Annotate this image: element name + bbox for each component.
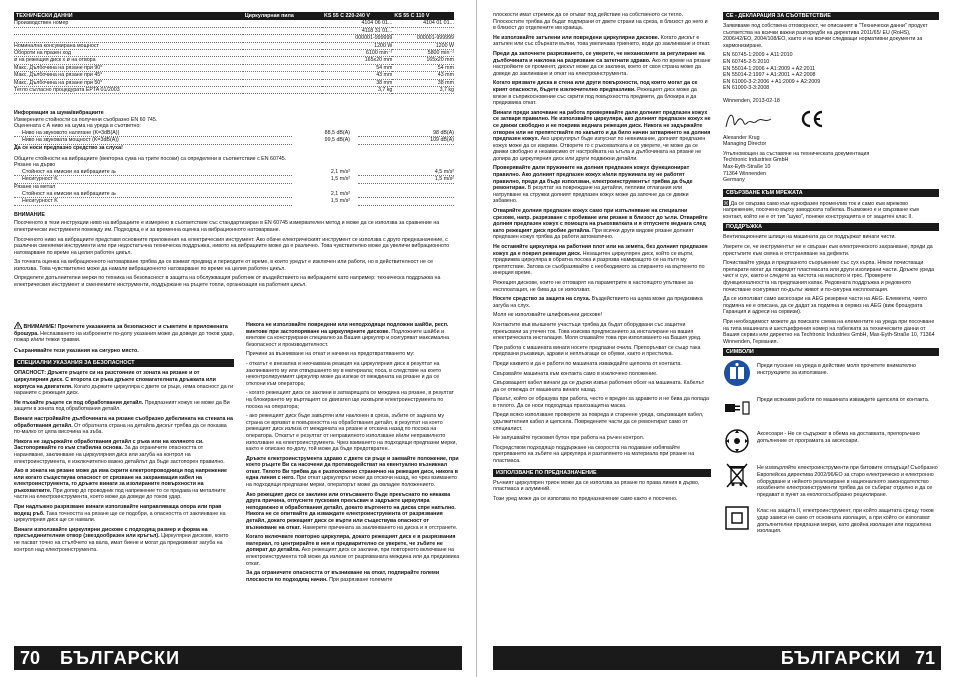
paragraph (246, 351, 460, 358)
noise-line-2: Оценената с А ниво на шума на уреда в съответно: (14, 123, 141, 130)
safety-paragraphs-c (493, 12, 711, 465)
paragraph-text: Ако по време на рязане настройките се променят, дискът може да се заклини, което от своя страна може да доведе до заклинване и откат на електроинструмента. (493, 57, 711, 77)
paragraph-text: Когато държите циркуляра с двете си ръце, няма опасност да ги нараните с режещия диск. (14, 383, 234, 397)
spec-label (14, 35, 243, 42)
paragraph (246, 456, 460, 489)
paragraph (14, 439, 234, 465)
accessory-icon (723, 427, 751, 455)
signature-icon (723, 109, 775, 133)
spec-row (14, 87, 454, 94)
ce-norms-list (723, 52, 939, 92)
paragraph-text: Контактите във външните участъци трябва да бъдат оборудвани със защитни прекъсвачи за утечен ток. Това изисква предписанието за инсталиране на вашия електрическата инсталация. Моля спазвайте това при използването на Вашия уред. (493, 321, 702, 342)
spec-value (392, 27, 454, 34)
noise-line-1: Измерените стойности са получени съобразно EN 60 745. (14, 116, 158, 123)
safety-paragraphs-b (246, 322, 460, 583)
maintenance-p2: Уверете се, че инструментът не е свързан към електрическото захранване, преди да пристъпите към смяна и отстраняване на дефекти. (723, 244, 933, 257)
spec-value: 3,7 kg (322, 87, 392, 94)
symbol-row-unplug: Преди всякакви работи по машината изваждете щепсела от контакта. (723, 393, 939, 421)
weee-bin-icon (723, 461, 751, 489)
paragraph-bold: Отваряйте долния предпазен кожух само при изпълняване на специални срезове, напр. разрязване с пробиване или рязане в близост до ъгли. Отваряйте долния предпазен кожух с помощта на ръкохватката и я отпуснете веднага след като режещият диск пробие детайла. (493, 208, 708, 234)
mains-connection-text: Да се свързва само към еднофазен променлив ток и само към мрежово напрежение, посочено върху заводската табелка. Възможно е и свързване към контакт, който не е от тип "шуко", понеже конструкцията е от защитен клас II. (723, 200, 919, 220)
vibration-intro: Общите стойности на вибрациите (векторна сума на трите посоки) са определени в съответствие с EN 60745. (14, 155, 287, 162)
paragraph (493, 361, 711, 368)
mains-connection-header: СВЪРЗВАНЕ КЪМ МРЕЖАТА (723, 189, 939, 197)
spec-value: 43 mm (392, 72, 454, 79)
paragraph-text: Свързвайте машината към контакта само в изключено положение. (493, 370, 658, 377)
ce-norm: EN 55014-1:2006 + A1:2009 + A2:2011 (723, 65, 816, 72)
spec-row (14, 72, 454, 79)
company-street: Max-Eyth-Straße 10 (723, 163, 771, 170)
left-column-b (246, 322, 460, 642)
symbol-row-class-ii: Клас на защита II, електроинструмент, при който защитата срещу токов удар зависи не само от основната изолация, а при който се използват допълнителни предпазни мерки, като двойна изолация или подсилена изолация. (723, 504, 939, 534)
wood-emission-row: Стойност на емисии на вибрациите aₕ 2,1 m/s² 4,5 m/s² (14, 169, 454, 177)
paragraph-bold: Дръжте електроинструмента здраво с двете си ръце и заемайте положение, при което ръцете Ви са насочени да противодействат на евентуално възникнал откат. Тялото Ви трябва да е разположено странично на режещия диск, никога в една линия с него. (246, 455, 459, 482)
paragraph-text: Не запушвайте пусковия бутон при работа на ръчен контрол. (493, 435, 645, 442)
spec-value: 43 mm (322, 72, 392, 79)
manual-book-icon (723, 359, 751, 387)
paragraph-bold: Когато врязвате диска в стена или други повърхности, под които могат да се крият опасности, бъдете изключително предпазливи. (493, 80, 698, 93)
read-safety-warning: ВНИМАНИЕ! Прочетете указанията за безопасност и съветите в приложената брошура. Неспазването на изброените по-долу указания може да доведе до токов удар, пожар и/или тежки травми. (14, 324, 234, 344)
paragraph (493, 380, 711, 393)
paragraph (246, 322, 460, 348)
paragraph-text: Посредством подходящо поддържане на скоростта на подаване избягвайте прегряването на зъбите на циркуляра и разтапянето на материала при рязане на пластмаса. (493, 444, 695, 465)
spec-spacer (243, 42, 322, 49)
spec-label: Макс. Дълбочина на рязане при 90° (14, 64, 243, 71)
noise-row-power: Ниво на звуковата мощност (K=3dB(A)) 99,5 dB(A) 109 dB(A) (14, 137, 454, 145)
paragraph (246, 361, 460, 387)
ce-norm: EN 61000-3-2:2006 + A1:2009 + A2:2009 (723, 78, 821, 85)
authorized-docs: Упълномощен за съставяне на техническата документация (723, 150, 870, 157)
spec-row (14, 50, 454, 57)
paragraph-bold: Ако режещият диск се заклини или откъсването бъде прекъснато по някаква друга причина, отпуснете пусковия прекъсвач и задръжте циркуляра неподвижно в обработвания детайл, докато въртенето на диска спре напълно. Никога не се опитвайте да изваждате електроинструмента от разрязвания детайл, докато режещият диск се върти или съществува опасност от възникване на откат. (246, 491, 456, 531)
language-label-left: БЪЛГАРСКИ (60, 648, 181, 668)
paragraph (14, 504, 234, 524)
spec-row (14, 42, 454, 49)
spec-value: 165x20 mm (392, 57, 454, 64)
paragraph-text: Ако циркулярът бъде изпуснат по невнимание, долният предпазен кожух може да се изкриви. Отворете го с ръкохватката и се уверете, че може да се движи свободно и независимо от настройката на ъгъла и дълбочината на рязане не допира до циркулярния диск или други подвижни детайли. (493, 136, 706, 162)
signature-row (723, 109, 939, 133)
paragraph (14, 370, 234, 396)
spec-label: Макс. Дълбочина на рязане при 50° (14, 79, 243, 86)
paragraph-text: При допир до проводник под напрежение то се предава на металните части на електроинструмента, което може да доведе до токов удар. (14, 487, 226, 501)
metal-emission-row: Стойност на емисии на вибрациите aₕ 2,1 m/s² (14, 191, 454, 199)
spec-value: 38 mm (392, 79, 454, 86)
paragraph-bold: ОПАСНОСТ: Дръжте ръцете си на разстояние от зоната на рязане и от циркулярния диск. С второта си ръка дръжте спомагателната дръжката или корпуса на двигателя. (14, 370, 216, 390)
spec-row (14, 57, 454, 64)
spec-label: ø на режещия диск х ø на отвора (14, 57, 243, 64)
spec-spacer (243, 50, 322, 57)
ce-mark-icon (799, 110, 825, 128)
maintenance-p4: Да се използват само аксесоари на AEG резервни части на AEG. Елементи, чиято подмяна не е описана, да се дадат за подмяна в сервиз на AEG (виж брошурата Гаранция и адреси на сервизи). (723, 296, 927, 316)
warning-triangle-icon (14, 322, 22, 329)
spec-value: 5800 min⁻¹ (392, 50, 454, 57)
paragraph (14, 416, 234, 436)
page-number-right: 71 (914, 648, 935, 668)
paragraph-bold: Никога не използвайте повредени или неподходящи подложни шайби, респ. винтове при застопоряване на циркулярните дискове. (246, 322, 449, 335)
right-column-d (723, 12, 939, 642)
spec-value: 1200 W (322, 42, 392, 49)
attention-p2: Посоченото ниво на вибрациите представя основните приложения на електрическия инструмент. Ако обаче електрическият инструмент се използва с друго предназначение, с различни сменяеми инструменти или при недостатъчна техническа поддръжка, нивото на вибрациите може да е различно. Това чувствително може да увеличи вибрационното натоварване по време на целия работен цикъл. (14, 236, 450, 256)
paragraph (493, 312, 711, 319)
noise-title: Информация за шума/вибрациите (14, 110, 104, 116)
paragraph (493, 345, 711, 358)
wood-cutting-label: Рязане на дърво (14, 162, 56, 169)
attention-p1: Посоченото в тези инструкции ниво на вибрациите е измерено в съответствие със стандартизиран в EN 60745 измервателен метод и може да се използва за сравнение на електрически инструменти помежду им. Подходящ е и за временна оценка на вибрационното натоварване. (14, 220, 440, 233)
spec-row (14, 35, 454, 42)
maintenance-p3: Почиствайте уреда и предпазното съоръжение със сух кърпа. Някои почистващи препарати могат да повредят пластмасата или други изолирани части. Дръжте уреда чист и сух, както и следете за чистота на маслото и грес. Проверете функционалността на предпазния капак. Редовната поддръжка и редовното почистване осигуряват по-дълъг живот и по-сигурна експлоатация. (723, 260, 935, 293)
paragraph-bold: Никога не задържайте обработвания детайл с ръка или на коляното си. Застопорявайте го към стабилна основа. (14, 438, 204, 452)
spec-header-row (14, 12, 454, 20)
company-city: 71364 Winnenden (723, 170, 766, 177)
spec-row (14, 79, 454, 86)
intended-use-header: ИЗПОЛЗВАНЕ ПО ПРЕДНАЗНАЧЕНИЕ (493, 469, 711, 477)
spec-value: 54 mm (392, 64, 454, 71)
left-column-a (14, 322, 234, 642)
spec-row (14, 64, 454, 71)
spec-spacer (243, 35, 322, 42)
right-page (477, 0, 954, 677)
spec-spacer (243, 57, 322, 64)
metal-cutting-label: Рязане на метал (14, 183, 56, 190)
paragraph-text: Така точността на рязане ще се подобри, а опасността от заклинване на циркулярния диск ще се намали. (14, 510, 226, 524)
paragraph-bold: Не използвайте затъпени или повредени циркулярни дискове. (493, 34, 660, 41)
paragraph-bold: Винаги използвайте циркулярни дискове с подходящ размер и форма на присъединителния отвор (звездообразен или кръгъл). (14, 526, 208, 540)
spec-spacer (243, 79, 322, 86)
spec-label: Номинална консумирана мощност (14, 42, 243, 49)
spec-value: 3,7 kg (392, 87, 454, 94)
noise-vibration-section (14, 110, 454, 292)
paragraph-text: Незащитен циркулярен диск, който се върти, придвижва циркуляра в обратна посока и разрязва намиращото се на пътя му препятствие. Затова се съобразявайте с необходимото за спирането на въртенето по инерция време. (493, 250, 705, 277)
paragraph-bold: Преди да започнете разрязването, се уверете, че механизмите за регулиране на дълбочината и наклона на разрязване са затегнати здраво. (493, 50, 705, 64)
spec-value: 165x20 mm (322, 57, 392, 64)
spec-value: 4118 31 01... (322, 27, 392, 34)
paragraph (493, 280, 711, 293)
ce-declaration-header: CE - ДЕКЛАРАЦИЯ ЗА СЪОТВЕТСТВИЕ (723, 12, 939, 20)
paragraph (493, 371, 711, 378)
spec-value: 54 mm (322, 64, 392, 71)
paragraph-text: От обратната страна на детайла дискът трябва да се показва по-малко от цяла височина на зъба. (14, 422, 227, 436)
paragraph (14, 468, 234, 501)
paragraph (246, 492, 460, 532)
noise-row-pressure: Ниво на звуковото налягане (K=3dB(A)) 88,5 dB(A) 98 dB(A) (14, 130, 454, 138)
ce-declaration-text: Заявяваме под собствена отговорност, че описаният в "Технически данни" продукт съответства на всички важни разпоредби на директива 2011/65/ EU (RoHS), 2006/42/EO, 2004/108/EO, както и на всички следващи нормативни документи за хармонизиране. (723, 23, 928, 49)
paragraph-text: Преди всяко използване проверете за повреда и стареене уреда, свързващия кабел, удължителния кабел и щепсела. Повредените части да се ремонтират само от специалист. (493, 412, 704, 432)
paragraph-bold: Не пъхайте ръцете си под обработвания детайл. (14, 399, 144, 406)
spec-header-model-1: KS 55 C 220-240 V (322, 12, 392, 20)
paragraph (493, 322, 711, 342)
attention-p3: За точната оценка на вибрационното натоварване трябва да се взимат предвид и периодите от време, в които уредът е изключен или работи, но в действителност не се използва. Това чувствително може да намали вибрационното натоварване по време на целия работен цикъл. (14, 259, 434, 272)
paragraph-text: Преди каквито и да е работи по машината изваждайте щепсела от контакта. (493, 360, 682, 367)
right-column-c (493, 12, 711, 642)
paragraph-bold: Когато включвате повторно циркуляра, докато режещият диск е в разрязвания материал, го центрирайте в нея и предварително се уверете, че зъбите не допират до детайла. (246, 534, 456, 554)
symbols-header: СИМВОЛИ (723, 348, 939, 356)
left-footer (14, 646, 462, 670)
special-safety-header: СПЕЦИАЛНИ УКАЗАНИЯ ЗА БЕЗОПАСНОСТ (14, 359, 234, 367)
spec-body (14, 20, 454, 94)
paragraph (493, 35, 711, 48)
spec-label: Макс. Дълбочина на рязане при 45° (14, 72, 243, 79)
spec-label: Тегло съгласно процедурата EPTA 01/2003 (14, 87, 243, 94)
page-number-left: 70 (20, 648, 41, 668)
paragraph-text: Подложните шайби и винтове са конструирани специално за Вашия циркуляр и осигуряват максимална безопасност и производителност. (246, 328, 450, 348)
paragraph-bold: Винаги преди започване на работа проверявайте дали долният предпазен кожух се затваря правилно. Не използвайте циркуляра, ако долният предпазен кожух не се движи свободно и не покрива веднага режещия диск. Никога не задържайте отворен или не препятствайте по какъвто и да било начин затварянето на долния предпазен кожух. (493, 109, 711, 143)
unplug-icon (723, 393, 751, 421)
paragraph (493, 165, 711, 205)
paragraph-text: При разрязване големите (329, 576, 393, 583)
paragraph-text: - откатът е внезапна и неочаквана реакция на циркулярния диск в резултат на заклинването му или отвършането му в материала; поса, в следствие на което неконтролируемият циркуляр може да излезе от междината на рязане и да се отклони към оператора; (246, 360, 442, 387)
paragraph-text: При работа с машината винаги носете предпазни очила. Препоръчват се също така предпазни ръкавици, здрави и неплъзгащи се обувки, както и престилка. (493, 344, 701, 358)
paragraph (246, 570, 460, 583)
symbol-row-weee: Не изхвърляйте електроинструменти при битовите отпадъци! Съобразно Европейска директива 2002/96/EO за старо електрическо и електронно оборудване и нейното реализиране в националното законодателство изхабените електроинструменти трябва да се събират отделно и да се предават в пункт за екологосъобразно рециклиране. (723, 461, 939, 498)
symbol-row-manual: Преди пускане на уреда в действие моля прочетете внимателно инструкциите за използване. (723, 359, 939, 387)
technical-data-table (14, 12, 454, 94)
ce-norm: EN 60745-2-5:2010 (723, 58, 770, 65)
spec-value: 6100 min⁻¹ (322, 50, 392, 57)
paragraph (493, 412, 711, 432)
paragraph (246, 390, 460, 410)
ce-mark (799, 110, 825, 131)
spec-value: 4104 01 01... (392, 20, 454, 27)
paragraph (493, 208, 711, 241)
symbol-row-accessory: Аксесоари - Не се съдържат в обема на доставката, препоръчано допълнение от програмата за аксесоари. (723, 427, 939, 455)
language-label-right: БЪЛГАРСКИ (780, 648, 901, 668)
paragraph-bold: Не оставяйте циркуляра на работния плот или на земята, без долният предпазен кожух да е покрил режещия диск. (493, 244, 708, 257)
paragraph (493, 110, 711, 163)
maintenance-header: ПОДДРЪЖКА (723, 223, 939, 231)
company-name: Techtronic Industries GmbH (723, 157, 789, 164)
paragraph (246, 413, 460, 453)
paragraph-text: Предпазният кожух не може да Ви защити в зоната под обработвания детайл. (14, 399, 230, 413)
paragraph (493, 445, 711, 465)
paragraph-bold: Винаги настройвайте дълбочината на рязане съобразно дебелината на стената на обработвания детайл. (14, 415, 233, 429)
paragraph-bold: За да ограничите опасността от възникване на откат, подпирайте големи плоскости по подходящ начин. (246, 570, 440, 583)
paragraph-text: Ако режещият диск се заклини, при повторното включване на електроинструмента той може да излезе от разрязваната междина или да предизвика откат. (246, 547, 460, 567)
spec-header-title: ТЕХНИЧЕСКИ ДАННИ (14, 12, 243, 20)
signer-name: Alexander Krug (723, 134, 760, 141)
paragraph (493, 296, 711, 309)
paragraph-text: - ако режещият диск бъде завъртян или наклонен в среза, зъбите от задната му страна се врязват в повърхността на обработвания детайл, в резултат на което режещият диск излиза от междината на рязане и отскача назад по посока на оператора. Откатът е резултат от неправилното използване и/или неправилното използване на електроинструмента. Чрез взимането на подходящи предпазни мерки, както е описано по-долу, той може да бъде предотвратен. (246, 413, 457, 453)
metal-uncertainty-row: Несигурност K 1,5 m/s² (14, 198, 454, 206)
intended-use-p2: Този уред може да се използва по предназначение само както е посочено. (493, 495, 678, 502)
paragraph (493, 12, 711, 32)
intended-use-p1: Ръчният циркулярен трион може да се използва за рязане по права линия в дърво, пластмаса и алуминий. (493, 479, 700, 493)
paragraph (493, 435, 711, 442)
paragraph-text: Моля не използвайте шлифовъчни дискове! (493, 312, 602, 319)
spec-header-model-2: KS 55 C 110 V (392, 12, 454, 20)
spec-spacer (243, 27, 322, 34)
spec-spacer (243, 64, 322, 71)
spec-value: 1200 W (392, 42, 454, 49)
spec-label: Производствен номер (14, 20, 243, 27)
ear-protection-note: Да се носи предпазно средство за слуха! (14, 144, 123, 151)
maintenance-p1: Вентилационните шлици на машината да се поддържат винаги чисти. (723, 234, 896, 241)
paragraph-text: - когато режещият диск се заклини в затварящата се междина на рязане, в резултат на блокирането му въртящият се двигател ще изхвърли електроинструмента по посока на оператора; (246, 390, 454, 410)
double-insulation-small-icon (723, 200, 729, 206)
paragraph-text: Свързващият кабел винаги да се държи извън работния обсег на машината. Кабелът да се отвежда от машината винаги назад. (493, 380, 705, 393)
ce-norm: EN 60745-1:2009 + A11:2010 (723, 52, 793, 59)
paragraph (14, 527, 234, 553)
paragraph-text: Намерете причината за заклинването на диска и я отстранете. (302, 524, 458, 531)
paragraph-text: Циркулярни дискове, които не пасват точно на стълбчето на вала, имат биене и могат да предизвикат загуба на контрол над електроинструмента. (14, 533, 229, 553)
spec-label (14, 27, 243, 34)
spec-value: 000001-999999 (322, 35, 392, 42)
safety-paragraphs-a (14, 370, 234, 553)
paragraph-text: За да ограничите опасността от нараняване, заклинване на циркулярния диск или загуба на контрол на електроинструмента, е изключително важно детайлът да бъде застопорен правилно. (14, 445, 225, 465)
paragraph-text: Режещия дискове, които не отговарят на параметрите в настоящото упътване за експлоатация, не бива да се използват. (493, 279, 693, 293)
attention-title: ВНИМАНИЕ (14, 211, 45, 218)
company-country: Germany (723, 177, 745, 184)
paragraph (246, 534, 460, 567)
keep-instructions-note: Съхранявайте тези указания на сигурно място. (14, 347, 139, 354)
paragraph-text: Причини за възникване на откат и начини на предотвратяването му: (246, 351, 415, 358)
maintenance-p5: При необходимост можете да поискате схема на елементите на уреда при посочване на типа машината и шестцифрения номер на табелката за техническите данни от Вашия сервиз или директно на Techtronic Industries GmbH, Max-Eyth-Straße 10, 71364 Winnenden, Германия. (723, 319, 935, 345)
double-insulation-icon (723, 504, 751, 532)
paragraph-bold: При надлъжно разрязване винаги използвайте направляваща опора или прав водещ ръб. (14, 504, 222, 517)
paragraph-text: При всички други видове рязане долният предпазен кожух трябва да работи автоматично. (493, 227, 694, 241)
ce-place-date: Winnenden, 2013-02-18 (723, 97, 780, 104)
paragraph (493, 80, 711, 106)
paragraph-text: плоскости имат стремеж да се огъват под действие на собственото си тегло. Плоскостите трябва да бъдат подпирани от двете страни на среза, в близост до него и в близост до отделените им краища. (493, 12, 708, 32)
paragraph-text: При откат циркулярът може да отскочи назад, но чрез взимането на подходящи предпазни мерки, операторът може да овладее положението. (246, 475, 458, 489)
paragraph (493, 396, 711, 409)
spec-row (14, 20, 454, 27)
spec-value: 000001-999999 (392, 35, 454, 42)
paragraph-bold: Проверявайте дали пружините на долния предпазен кожух функционират правилно. Ако долният предпазен кожух и/или пружината му не работят правилно, преди да бъде използван, електроинструментът трябва да бъде ремонтиран. (493, 165, 693, 192)
signer-role: Managing Director (723, 141, 767, 148)
paragraph-text: Прахът, който се образува при работа, често е вреден за здравето и не бива да попада в тялото. Да се носи подходяща прахозащитна маска. (493, 396, 709, 409)
right-footer (493, 646, 941, 670)
paragraph (493, 51, 711, 77)
attention-p4: Определете допълнителни мерки по техника на безопасност в защита на обслужващия работник от въздействието на вибрациите като например: техническа поддръжка на електрическия инструмент и сменяемите инструменти, поддържане на ръцете топли, организация на работния цикъл. (14, 275, 441, 289)
paragraph-text: Въздействието на шума може да предизвика загуба на слух. (493, 296, 703, 309)
paragraph-text: Когато дискът е затъпен или със сбърнати вълни, това увеличава триенето, води до заклинване и откат. (493, 34, 711, 48)
paragraph-text: В резултат на повреждане на детайли, лепливи отлагания или натрупване на стружки долният предпазен кожух може да започне да се движи забавено. (493, 185, 689, 205)
paragraph-bold: Ако в зоната на рязане може да има скрити електропроводници под напрежение или когато съществува опасност от срязване на захранващия кабел на електроинструмента, го дръжте винаги за изолираните повърхности на ръкохватките. (14, 468, 227, 494)
ce-norm: EN 61000-3-3:2008 (723, 85, 770, 92)
wood-uncertainty-row: Несигурност K 1,5 m/s² 1,5 m/s² (14, 176, 454, 184)
paragraph-bold: Носете средство за защита на слуха. (493, 296, 591, 303)
spec-spacer (243, 72, 322, 79)
paragraph (14, 400, 234, 413)
spec-spacer (243, 87, 322, 94)
spec-value: 38 mm (322, 79, 392, 86)
ce-norm: EN 55014-2:1997 + A1:2001 + A2:2008 (723, 72, 816, 79)
spec-row (14, 27, 454, 34)
spec-value: 4104 06 01... (322, 20, 392, 27)
spec-label: Обороти на празен ход (14, 50, 243, 57)
paragraph (493, 244, 711, 277)
paragraph-text: Режещият диск може да влезе в съприкосновение със скрити под повърхността предмети, да блокира и да предизвика откат. (493, 86, 697, 107)
spec-header-tool: Циркулярная пила (243, 12, 322, 20)
spec-spacer (243, 20, 322, 27)
